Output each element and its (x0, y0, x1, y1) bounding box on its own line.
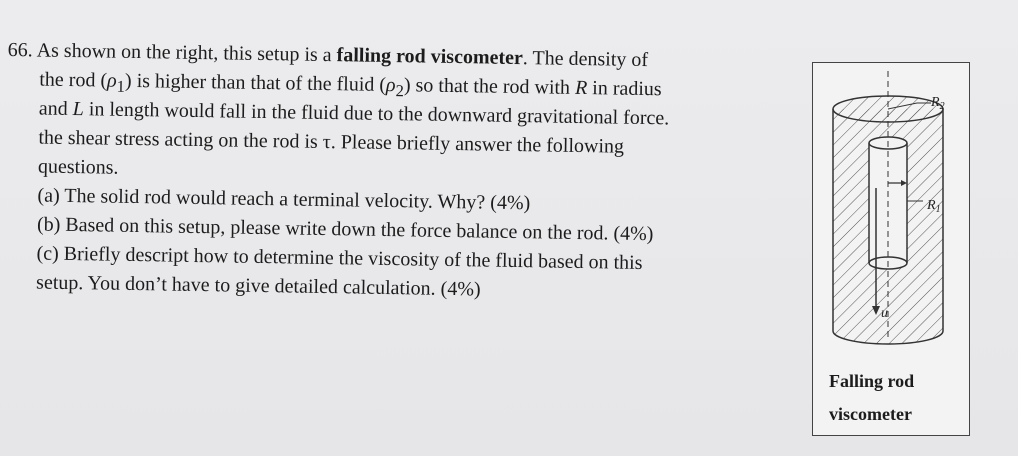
question-line-4: the shear stress acting on the rod is τ. Please briefly answer the following (38, 126, 625, 158)
viscometer-diagram (813, 63, 969, 363)
question-line-5: questions. (37, 155, 119, 179)
question-text: in length would fall in the fluid due to the downward gravitational force. (83, 98, 670, 130)
figure-caption (813, 365, 969, 431)
sub-question-c-line-1: (c) Briefly descript how to determine the viscosity of the fluid based on this (36, 242, 643, 274)
question-text: ) is higher than that of the fluid ( (124, 69, 387, 96)
question-text: ) so that the rod with (403, 74, 576, 99)
sub-question-a: (a) The solid rod would reach a terminal velocity. Why? (4%) (37, 184, 531, 215)
question-66 (4, 36, 798, 309)
question-text: the rod ( (39, 68, 108, 92)
key-term: falling rod viscometer (336, 44, 524, 70)
subscript: 2 (395, 81, 405, 101)
subscript: 1 (116, 76, 126, 96)
label-r2: $R_2$ (931, 95, 945, 112)
question-number: 66. (7, 38, 33, 62)
question-text: in radius (587, 77, 662, 101)
question-text: and (38, 97, 73, 121)
sub-question-c-line-2: setup. You don’t have to give detailed calculation. (4%) (35, 271, 481, 301)
length-symbol: L (72, 98, 85, 121)
sub-question-b: (b) Based on this setup, please write down the force balance on the rod. (4%) (36, 213, 654, 246)
radius-symbol: R (574, 76, 588, 100)
caption-line-1: Falling rod (829, 371, 915, 391)
rho-symbol: ρ (106, 69, 117, 92)
label-u: u (881, 306, 888, 321)
question-text: As shown on the right, this setup is a (36, 39, 337, 67)
figure-box (812, 62, 970, 436)
caption-line-2: viscometer (829, 404, 912, 424)
label-r1: $R_1$ (927, 198, 941, 215)
rho-symbol: ρ (385, 73, 396, 97)
question-text: . The density of (522, 47, 649, 72)
